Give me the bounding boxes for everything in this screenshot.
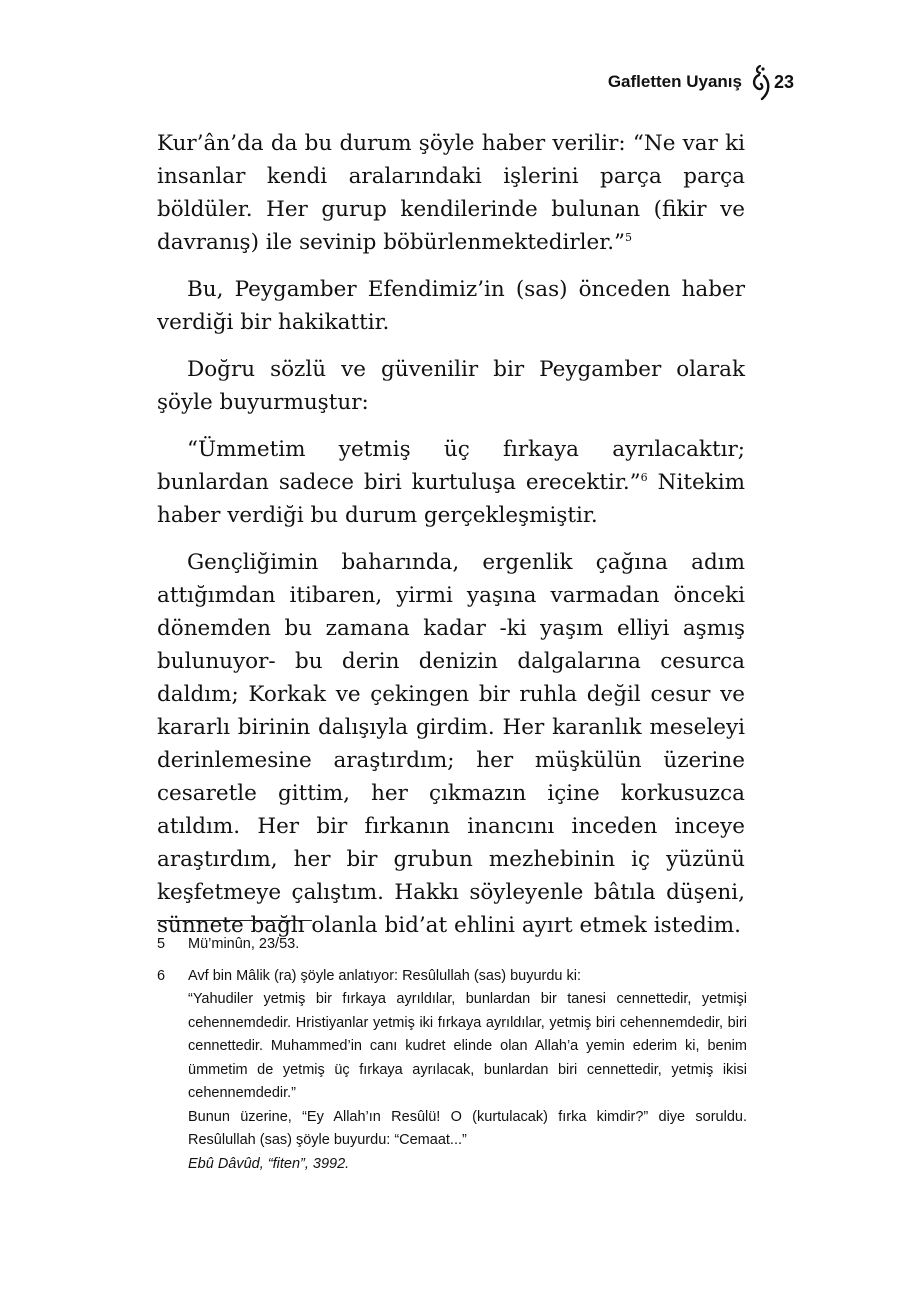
footnote-followup: Bunun üzerine, “Ey Allah’ın Resûlü! O (kurtulacak) fırka kimdir?” diye soruldu. Resûlullah (sas) şöyle buyurdu: “Cemaat...” [188, 1108, 747, 1148]
footnote-ref-6[interactable]: 6 [640, 470, 648, 484]
paragraph-4: “Ümmetim yetmiş üç fırkaya ayrılacaktır; bunlardan sadece biri kurtuluşa erecektir.”$^6$ Nitekim haber verdiği bu durum gerçekleşmiştir. [157, 437, 745, 528]
footnote-ref-5[interactable]: 5 [625, 230, 633, 244]
main-text [157, 127, 745, 956]
paragraph-1: Kur’ân’da da bu durum şöyle haber verilir: “Ne var ki insanlar kendi aralarındaki işlerini parça parça böldüler. Her gurup kendilerinde bulunan (fikir ve davranış) ile sevinip böbürlenmektedirler.”$^5$ [157, 131, 745, 255]
footnote-6 [157, 965, 747, 1177]
footnote-5 [157, 933, 747, 957]
footnote-number: 5 [157, 936, 166, 952]
footnote-source: Ebû Dâvûd, “fiten”, 3992. [188, 1155, 350, 1172]
paragraph-5: Gençliğimin baharında, ergenlik çağına adım attığımdan itibaren, yirmi yaşına varmadan önceki dönemden bu zamana kadar -ki yaşım elliyi aşmış bulunuyor- bu derin denizin dalgalarına cesurca daldım; Korkak ve çekingen bir ruhla değil cesur ve kararlı birinin dalışıyla girdim. Her karanlık meseleyi derinlemesine araştırdım; her müşkülün üzerine cesaretle gittim, her çıkmazın içine korkusuzca atıldım. Her bir fırkanın inancını inceden inceye araştırdım, her bir grubun mezhebinin iç yüzünü keşfetmeye çalıştım. Hakkı söyleyenle bâtıla düşeni, sünnete bağlı olanla bid’at ehlini ayırt etmek istedim. [157, 550, 745, 938]
paragraph-2: Bu, Peygamber Efendimiz’in (sas) önceden haber verdiği bir hakikattir. [157, 277, 745, 335]
page-number: 23 [773, 71, 794, 92]
hadith-quote: “Yahudiler yetmiş bir fırkaya ayrıldılar, bunlardan bir tanesi cennettedir, yetmişi cehennemdedir. Hristiyanlar yetmiş iki fırkaya ayrıldılar, yetmiş biri cehennemdedir, biri cennettedir. Muhammed’in canı kudret elinde olan Allah’a yemin ederim ki, benim ümmetim de yetmiş üç fırkaya ayrılacak, bunlardan biri cennettedir, yetmiş ikisi cehennemdedir.” [188, 991, 747, 1101]
footnote-divider [157, 920, 312, 921]
footnote-number: 6 [157, 967, 166, 984]
book-title: Gafletten Uyanış [607, 72, 742, 91]
footnotes [157, 933, 747, 1184]
paragraph-3: Doğru sözlü ve güvenilir bir Peygamber olarak şöyle buyurmuştur: [157, 357, 745, 415]
footnote-intro: Avf bin Mâlik (ra) şöyle anlatıyor: Resûlullah (sas) buyurdu ki: [188, 967, 582, 984]
footnote-text: Mü’minûn, 23/53. [188, 936, 300, 952]
running-header [608, 62, 794, 102]
calligraphic-ornament-icon [746, 62, 772, 102]
